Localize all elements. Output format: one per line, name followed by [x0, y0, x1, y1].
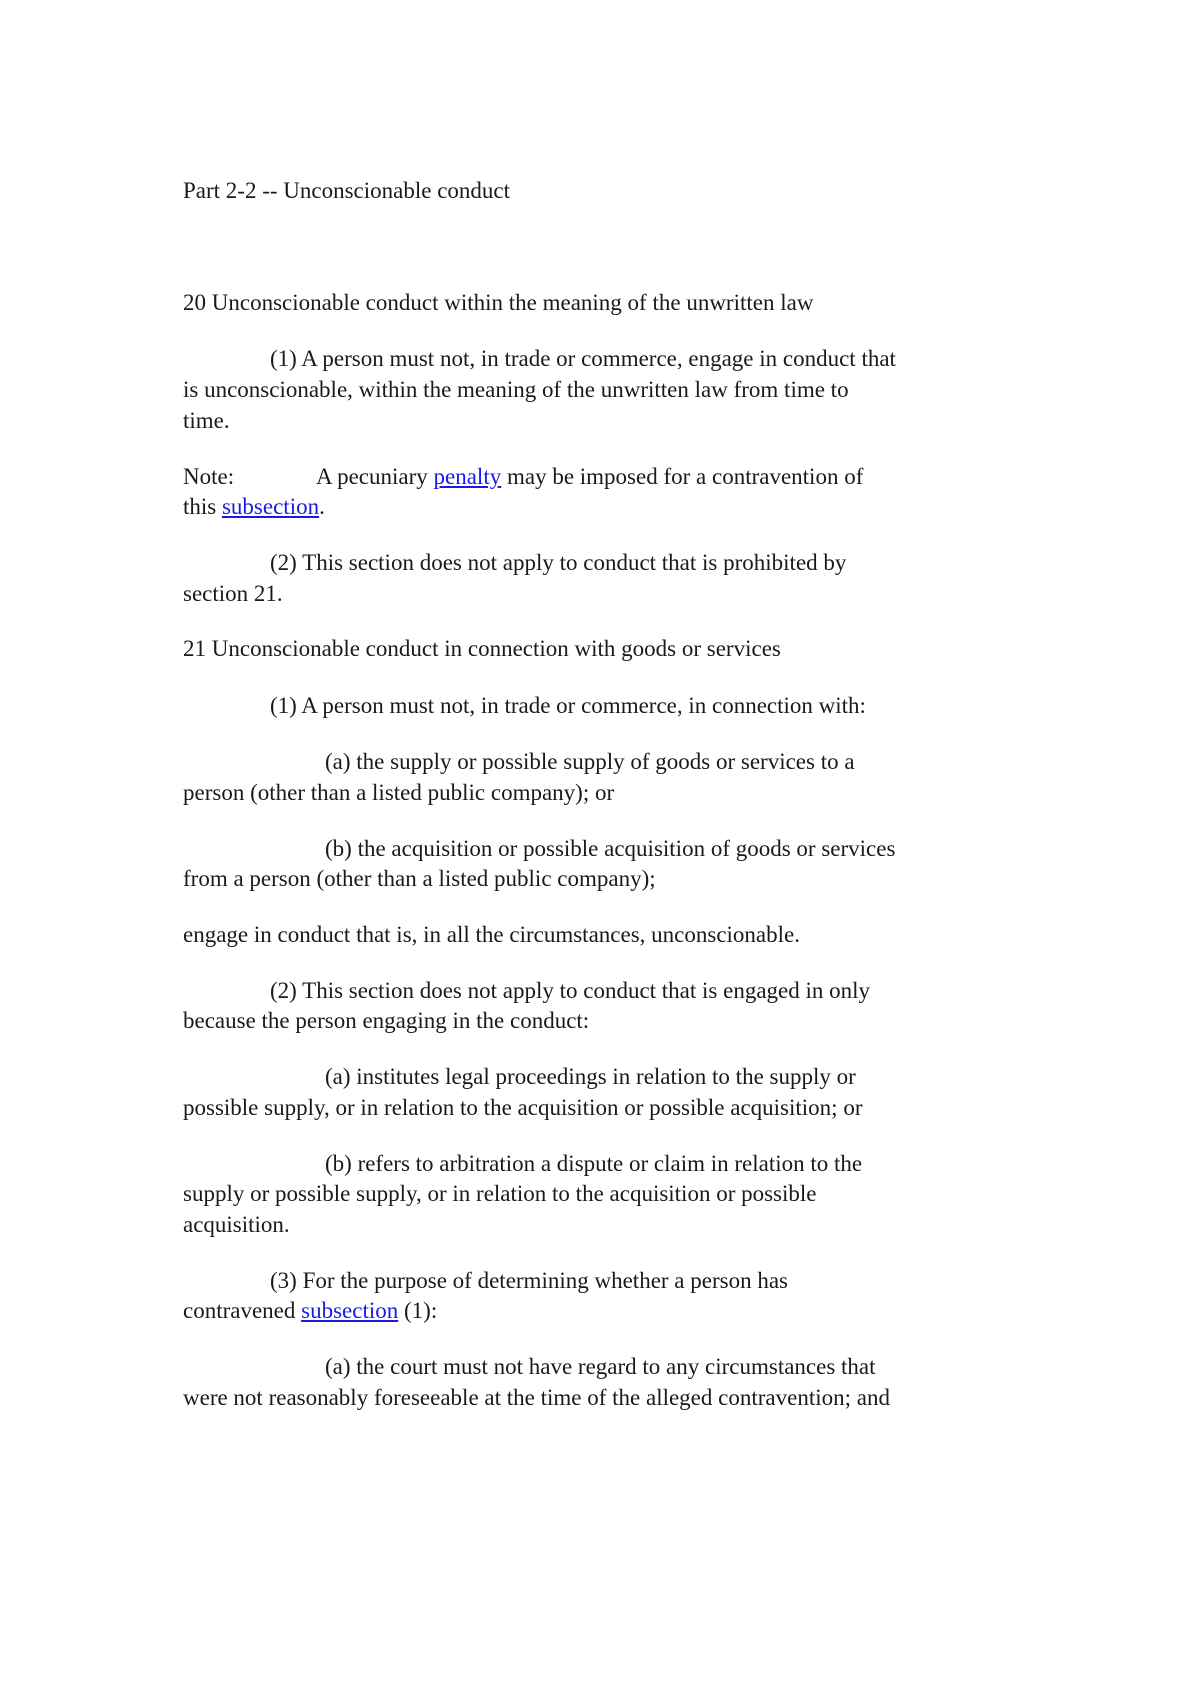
section-20-heading: 20 Unconscionable conduct within the meaning of the unwritten law	[183, 290, 814, 315]
s21-sub1-b-line1: (b) the acquisition or possible acquisition of goods or services	[325, 836, 896, 861]
note-label: Note:	[183, 464, 235, 489]
s21-sub1-intro: (1) A person must not, in trade or commerce, in connection with:	[270, 693, 866, 718]
note-line2-after: .	[319, 494, 325, 519]
section-21-heading: 21 Unconscionable conduct in connection with goods or services	[183, 636, 781, 661]
subsection-link-2[interactable]: subsection	[301, 1298, 399, 1323]
sub3-line2-before: contravened	[183, 1298, 302, 1323]
s20-sub2-line2: section 21.	[183, 581, 283, 606]
s20-note-line1	[183, 460, 863, 493]
s21-sub1-a-line2: person (other than a listed public company); or	[183, 780, 615, 805]
s20-sub1-line2: is unconscionable, within the meaning of the unwritten law from time to	[183, 377, 849, 402]
penalty-link[interactable]: penalty	[433, 464, 502, 489]
s21-sub1-a-line1: (a) the supply or possible supply of goods or services to a	[325, 749, 855, 774]
note-text-before: A pecuniary	[316, 464, 434, 489]
s21-sub2-b-line1: (b) refers to arbitration a dispute or claim in relation to the	[325, 1151, 863, 1176]
part-heading: Part 2-2 -- Unconscionable conduct	[183, 178, 511, 203]
s21-sub2-line2: because the person engaging in the conduct:	[183, 1008, 590, 1033]
s21-sub3-line2	[183, 1294, 437, 1327]
s21-sub3-a-line1: (a) the court must not have regard to any circumstances that	[325, 1354, 876, 1379]
s21-sub3-a-line2: were not reasonably foreseeable at the time of the alleged contravention; and	[183, 1385, 890, 1410]
s21-sub1-closing: engage in conduct that is, in all the circumstances, unconscionable.	[183, 922, 800, 947]
note-line2-before: this	[183, 494, 222, 519]
s20-sub1-line3: time.	[183, 408, 230, 433]
s20-sub1-line1: (1) A person must not, in trade or commerce, engage in conduct that	[270, 346, 896, 371]
note-text-after: may be imposed for a contravention of	[501, 464, 864, 489]
s21-sub2-a-line1: (a) institutes legal proceedings in relation to the supply or	[325, 1064, 856, 1089]
s21-sub2-a-line2: possible supply, or in relation to the acquisition or possible acquisition; or	[183, 1095, 863, 1120]
s21-sub1-b-line2: from a person (other than a listed public company);	[183, 866, 656, 891]
s21-sub2-line1: (2) This section does not apply to conduct that is engaged in only	[270, 978, 871, 1003]
sub3-line2-after: (1):	[398, 1298, 438, 1323]
subsection-link[interactable]: subsection	[221, 494, 320, 519]
s21-sub2-b-line3: acquisition.	[183, 1212, 290, 1237]
s21-sub2-b-line2: supply or possible supply, or in relation to the acquisition or possible	[183, 1181, 817, 1206]
s20-note-line2	[183, 490, 325, 523]
s21-sub3-line1: (3) For the purpose of determining whether a person has	[270, 1268, 788, 1293]
s20-sub2-line1: (2) This section does not apply to conduct that is prohibited by	[270, 550, 847, 575]
